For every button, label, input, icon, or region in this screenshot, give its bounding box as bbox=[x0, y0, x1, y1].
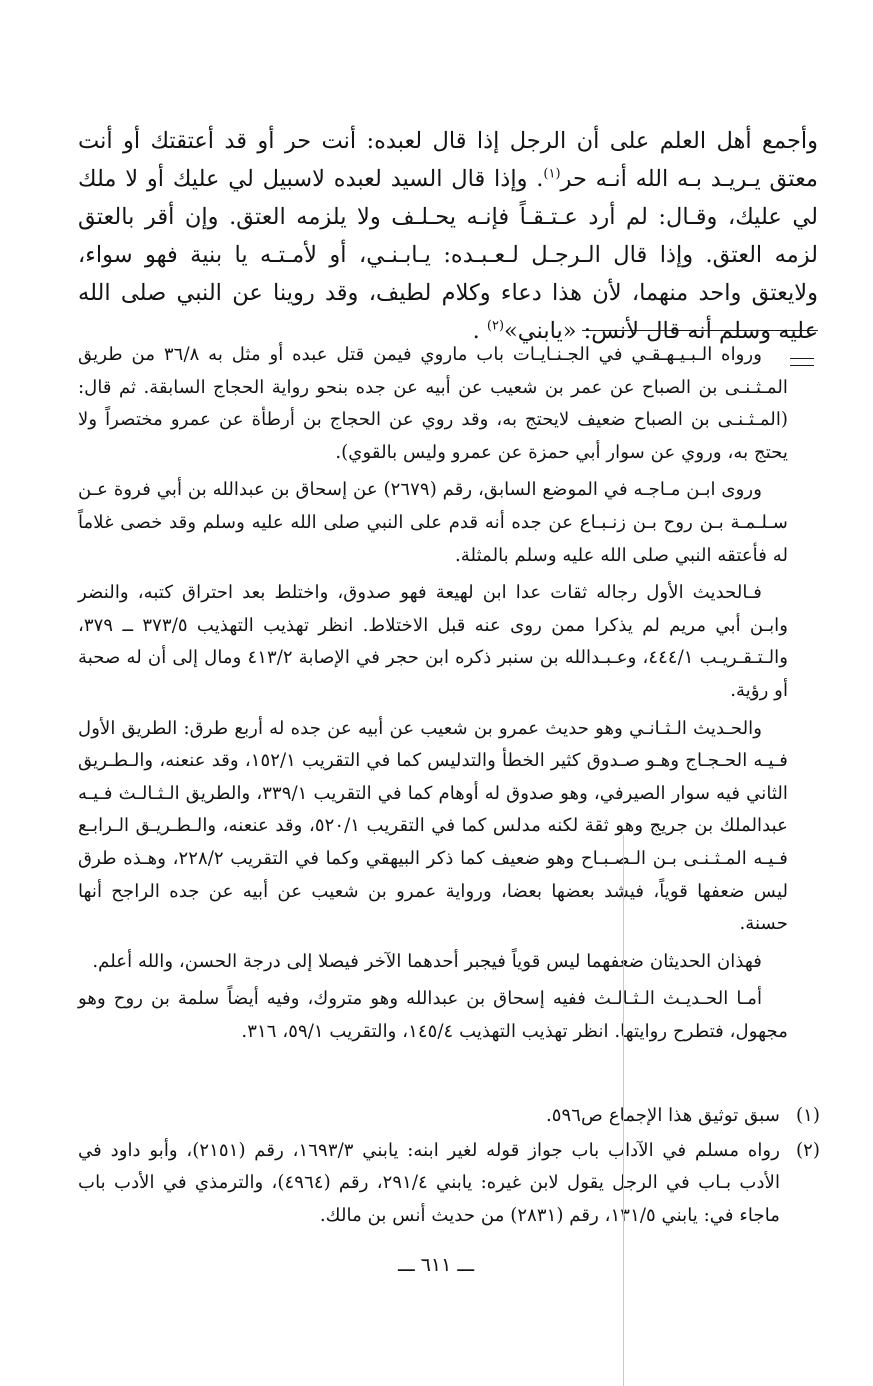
continued-notes bbox=[78, 339, 788, 1053]
continuation-mark-line bbox=[790, 365, 814, 366]
page-number: ـــ ٦١١ ـــ bbox=[397, 1254, 475, 1276]
note-paragraph: فهذان الحديثان ضعفهما ليس قوياً فيجبر أحدهما الآخر فيصلا إلى درجة الحسن، والله أعلم. bbox=[92, 950, 762, 972]
scan-artifact-line bbox=[623, 835, 624, 1386]
main-text-part-2: . وإذا قال السيد لعبده لاسبيل لي عليك أو لا ملك لي عليك، وقـال: لم أرد عـتـقـاً فإنـه يحـلـف ولا يلزمه العتق. وإن أقر بالعتق لزمه العتق. وإذا قال الـرجـل لـعـبـده: يـابـنـي، أو لأمـتـه يا بنية فهو سواء، ولايعتق واحد منهما، لأن هذا دعاء وكلام لطيف، وقد روينا عن النبي صلى الله عليه وسلم أنه قال لأنس: «يابني» bbox=[78, 166, 818, 344]
footnote-text: رواه مسلم في الآداب باب جواز قوله لغير ابنه: يابني ١٦٩٣/٣، رقم (٢١٥١)، وأبو داود في الأدب بـاب في الرجل يقول لابن غيره: يابني ٢٩١/٤، رقم (٤٩٦٤)، والترمذي في الأدب باب ماجاء في: يابني ١٣١/٥، رقم (٢٨٣١) من حديث أنس بن مالك. bbox=[78, 1139, 780, 1226]
note-paragraph: فـالحديث الأول رجاله ثقات عدا ابن لهيعة فهو صدوق، واختلط بعد احتراق كتبه، والنضر وابـن أبي مريم لم يذكرا ممن روى عنه قبل الاختلاط. انظر تهذيب التهذيب ٣٧٣/٥ ــ ٣٧٩، والـتـقـريـب ٤٤٤/١، وعـبـدالله بن سنبر ذكره ابن حجر في الإصابة ٤١٣/٢ ومال إلى أن له صحبة أو رؤية. bbox=[78, 582, 788, 701]
continuation-mark-line bbox=[790, 358, 814, 359]
footnote-number: (١) bbox=[796, 1105, 820, 1126]
note-paragraph: والحـديث الـثـانـي وهو حديث عمرو بن شعيب عن أبيه عن جده له أربع طرق: الطريق الأول فـيـه الحـجـاج وهـو صـدوق كثير الخطأ والتدليس كما في التقريب ١٥٢/١، وقد عنعنه، والـطـريق الثاني فيه سوار الصيرفي، وهو صدوق له أوهام كما في التقريب ٣٣٩/١، والطريق الـثـالـث فـيـه عبدالملك بن جريج وهو ثقة لكنه مدلس كما في التقريب ٥٢٠/١، وقد عنعنه، والـطـريـق الـرابـع فـيـه المـثـنـى بـن الـصـبـاح وهو ضعيف كما ذكر البيهقي وكما في التقريب ٢٢٨/٢، وهـذه طرق ليس ضعفها قوياً، فيشد بعضها بعضا، ورواية عمرو بن شعيب عن أبيه عن جده الراجح أنها حسنة. bbox=[78, 717, 788, 935]
note-paragraph: أمـا الحـديـث الـثـالـث ففيه إسحاق بن عبدالله وهو متروك، وفيه أيضاً سلمة بن روح وهو مجهول، فتطرح روايتها. انظر تهذيب التهذيب ١٤٥/٤، والتقريب ٥٩/١، ٣١٦. bbox=[78, 988, 788, 1042]
footnote-item bbox=[78, 1135, 820, 1233]
note-paragraph: وروى ابـن مـاجـه في الموضع السابق، رقم (٢٦٧٩) عن إسحاق بن عبدالله بن أبي فروة عـن سـلـمـة بـن روح بـن زنـبـاع عن جده أنه قدم على النبي صلى الله عليه وسلم وقد خصى غلاماً له فأعتقه النبي صلى الله عليه وسلم بالمثلة. bbox=[78, 479, 788, 566]
footnote-text: سبق توثيق هذا الإجماع ص٥٩٦. bbox=[545, 1105, 780, 1126]
main-text-part-1: وأجمع أهل العلم على أن الرجل إذا قال لعبده: أنت حر أو قد أعتقتك أو أنت معتق يـريـد بـه الله أنـه حر bbox=[78, 128, 818, 192]
footnote-ref-1[interactable]: (١) bbox=[543, 166, 561, 182]
footnote-separator-rule bbox=[582, 330, 818, 331]
footnotes bbox=[78, 1100, 820, 1234]
footnote-number: (٢) bbox=[796, 1139, 820, 1161]
main-body-paragraph bbox=[78, 122, 818, 350]
footnote-item bbox=[78, 1100, 820, 1133]
continuation-mark bbox=[790, 358, 814, 372]
note-paragraph: ورواه الـبـيـهـقـي في الجـنـايـات باب ماروي فيمن قتل عبده أو مثل به ٣٦/٨ من طريق المـثـنـى بن الصباح عن عمر بن شعيب عن أبيه عن جده بنحو رواية الحجاج السابقة. ثم قال: (المـثـنـى بن الصباح ضعيف لايحتج به، وقد روي عن الحجاج بن أرطأة عن عمرو مختصراً ولا يحتج به، وروي عن سوار أبي حمزة عن عمرو وليس بالقوي). bbox=[78, 344, 788, 463]
footnote-ref-2[interactable]: (٢) bbox=[486, 318, 505, 334]
main-text-part-3: . bbox=[472, 318, 487, 344]
